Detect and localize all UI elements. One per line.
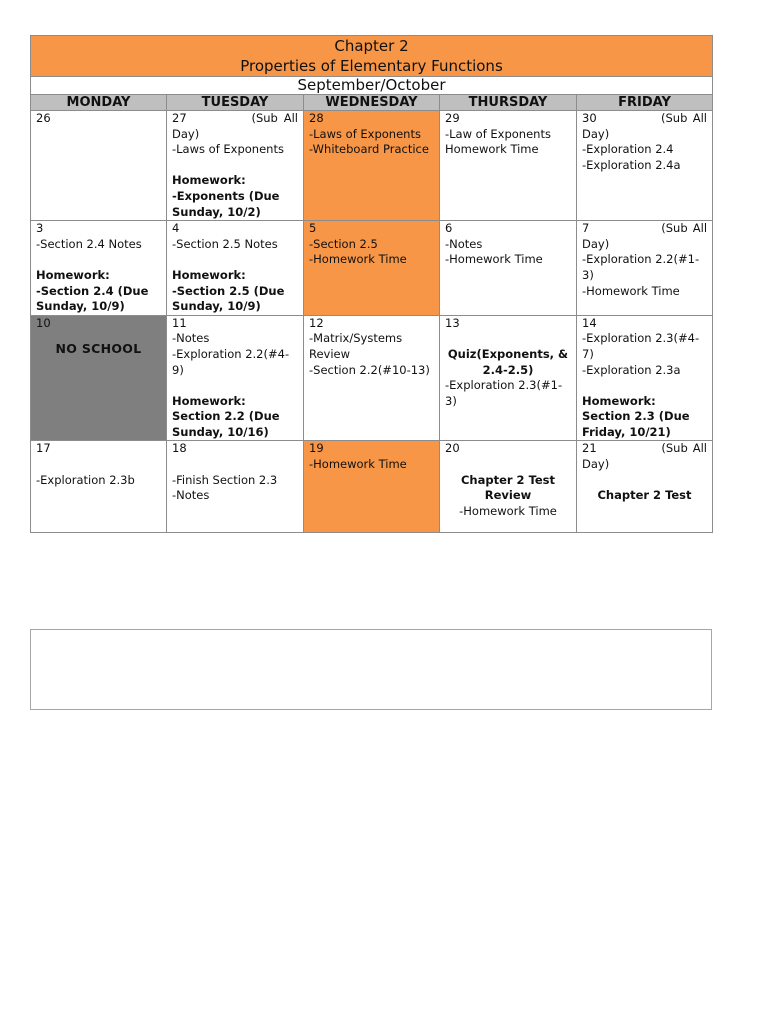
day-cell [440, 441, 577, 533]
day-entry [582, 378, 707, 394]
day-entry: NO SCHOOL [55, 341, 142, 357]
day-cell [167, 111, 304, 221]
calendar-title-cell [31, 36, 713, 77]
chapter-title: Chapter 2 [334, 37, 409, 55]
day-entry: Sunday, 10/16) [172, 424, 269, 439]
day-entry: -Exploration 2.3b [36, 472, 135, 487]
day-entry: Day) [172, 126, 200, 141]
day-cell [304, 221, 440, 316]
day-number: 18 [172, 441, 187, 456]
day-cell [304, 111, 440, 221]
week-row [31, 111, 713, 221]
day-number: 20 [445, 441, 460, 456]
day-entry [445, 331, 571, 347]
day-entry: -Section 2.4 Notes [36, 236, 142, 251]
chapter-subtitle: Properties of Elementary Functions [240, 57, 503, 75]
day-cell [167, 441, 304, 533]
day-entry: -Exploration 2.4 [582, 142, 674, 157]
day-cell [167, 315, 304, 441]
day-entry: -Exploration 2.2(#1- [582, 252, 700, 267]
day-number: 7 (Sub All [582, 221, 708, 236]
day-entry [172, 378, 298, 394]
day-number: 10 [36, 315, 51, 330]
day-entry: -Section 2.4 (Due [36, 283, 149, 298]
day-entry: 9) [172, 362, 184, 377]
day-entry: Homework: [172, 173, 246, 188]
day-entry: Section 2.3 (Due [582, 409, 690, 424]
day-entry [172, 252, 298, 268]
day-number: 4 [172, 221, 180, 236]
day-entry: Friday, 10/21) [582, 424, 671, 439]
day-entry: -Section 2.5 (Due [172, 283, 285, 298]
day-entry: -Homework Time [459, 503, 557, 518]
day-entry: Homework Time [445, 142, 539, 157]
weekday-header: THURSDAY [440, 95, 577, 111]
day-entry: Day) [582, 457, 610, 472]
weekday-header: MONDAY [31, 95, 167, 111]
day-number: 11 [172, 315, 187, 330]
day-entry: -Exploration 2.4a [582, 157, 681, 172]
day-cell [440, 315, 577, 441]
day-entry: -Exploration 2.3a [582, 362, 681, 377]
day-entry [582, 473, 707, 489]
day-number: 3 [36, 221, 44, 236]
month-label: September/October [31, 77, 713, 95]
day-entry [172, 457, 298, 473]
day-entry: -Finish Section 2.3 [172, 472, 278, 487]
day-entry: -Law of Exponents [445, 126, 551, 141]
day-entry: -Section 2.5 Notes [172, 236, 278, 251]
day-entry: 7) [582, 346, 594, 361]
weekday-header: TUESDAY [167, 95, 304, 111]
day-entry: -Notes [172, 331, 210, 346]
day-number: 17 [36, 441, 51, 456]
day-entry: 2.4-2.5) [482, 362, 534, 377]
day-entry: Day) [582, 236, 610, 251]
day-entry: -Notes [445, 236, 483, 251]
day-number: 13 [445, 315, 460, 330]
day-entry: -Exponents (Due [172, 188, 280, 203]
day-cell [31, 315, 167, 441]
day-entry: Sunday, 10/9) [172, 299, 261, 314]
day-number: 28 [309, 111, 324, 125]
day-entry: Review [484, 488, 532, 503]
day-cell [440, 221, 577, 316]
day-number: 5 [309, 221, 317, 236]
day-entry [36, 457, 161, 473]
day-entry: Section 2.2 (Due [172, 409, 280, 424]
day-entry: -Homework Time [445, 252, 543, 267]
day-entry: -Section 2.2(#10-13) [309, 362, 430, 377]
day-cell [304, 315, 440, 441]
day-entry [36, 252, 161, 268]
day-cell [31, 111, 167, 221]
day-entry: Sunday, 10/9) [36, 299, 125, 314]
day-entry [172, 158, 298, 174]
day-entry: -Laws of Exponents [172, 142, 284, 157]
weekday-header: WEDNESDAY [304, 95, 440, 111]
day-number: 12 [309, 315, 324, 330]
day-entry: -Exploration 2.2(#4- [172, 346, 290, 361]
day-cell [440, 111, 577, 221]
day-entry: -Matrix/Systems [309, 331, 403, 346]
weekday-header: FRIDAY [577, 95, 713, 111]
day-entry: 3) [582, 267, 594, 282]
week-row [31, 315, 713, 441]
day-entry: Homework: [172, 393, 246, 408]
day-entry: 3) [445, 393, 457, 408]
day-entry: Homework: [172, 267, 246, 282]
day-entry: -Homework Time [309, 252, 407, 267]
day-cell [167, 221, 304, 316]
day-entry: -Homework Time [309, 457, 407, 472]
week-row [31, 441, 713, 533]
day-entry: -Whiteboard Practice [309, 142, 429, 157]
day-number: 21 (Sub All [582, 441, 708, 456]
day-entry: -Section 2.5 [309, 236, 378, 251]
day-cell [577, 315, 713, 441]
weekday-header-row [31, 95, 713, 111]
day-cell [31, 221, 167, 316]
day-cell [304, 441, 440, 533]
day-cell [577, 221, 713, 316]
day-cell [577, 441, 713, 533]
day-number: 6 [445, 221, 453, 236]
day-cell [577, 111, 713, 221]
day-number: 26 [36, 111, 51, 125]
day-entry: -Homework Time [582, 283, 680, 298]
day-number: 30 (Sub All [582, 111, 708, 125]
day-entry: -Exploration 2.3(#1- [445, 378, 563, 393]
day-entry: Review [309, 346, 351, 361]
day-number: 19 [309, 441, 324, 456]
week-row [31, 221, 713, 316]
day-entry: Sunday, 10/2) [172, 204, 261, 219]
day-entry: Chapter 2 Test [460, 472, 556, 487]
day-number: 14 [582, 315, 597, 330]
calendar-table [30, 35, 713, 533]
day-entry: -Notes [172, 488, 210, 503]
day-number: 29 [445, 111, 460, 125]
day-entry: -Laws of Exponents [309, 126, 421, 141]
day-entry: Day) [582, 126, 610, 141]
day-entry [445, 457, 571, 473]
notes-box [30, 629, 712, 710]
day-entry: Quiz(Exponents, & [447, 346, 569, 361]
day-number: 27 (Sub All [172, 111, 298, 125]
day-entry: Homework: [36, 267, 110, 282]
day-entry: Chapter 2 Test [597, 488, 692, 503]
day-entry: Homework: [582, 393, 656, 408]
day-cell [31, 441, 167, 533]
day-entry: -Exploration 2.3(#4- [582, 331, 700, 346]
